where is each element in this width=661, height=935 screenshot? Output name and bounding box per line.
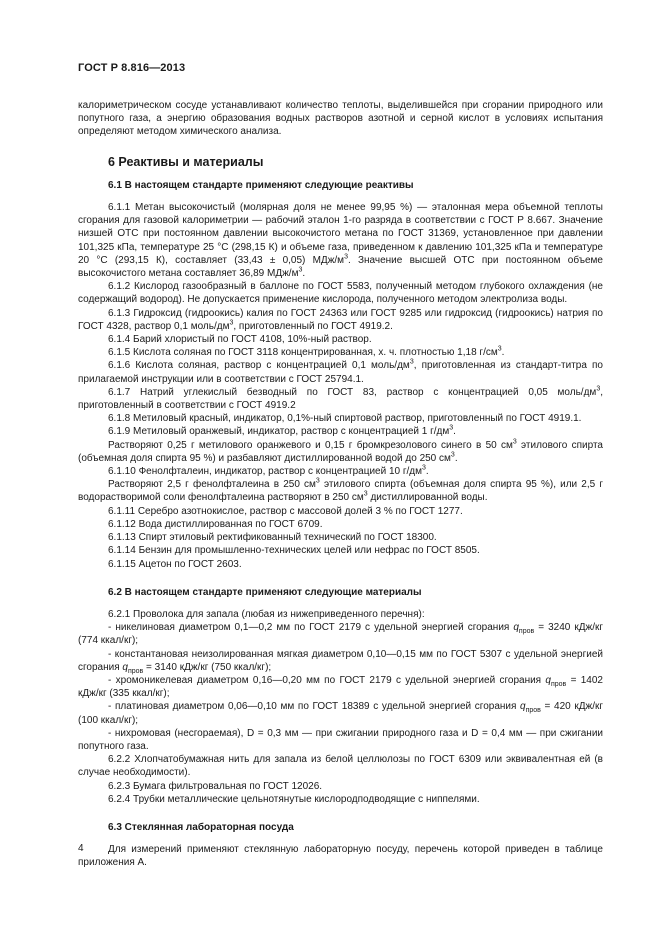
wire-nichrome: - нихромовая (несгораемая), D = 0,3 мм — при сжигании природного газа и D = 0,4 мм — при сжигании попутного газа. bbox=[78, 727, 603, 752]
item-6-1-12: 6.1.12 Вода дистиллированная по ГОСТ 6709. bbox=[108, 518, 323, 530]
item-6-1-3: 6.1.3 Гидроксид (гидроокись) калия по ГОСТ 24363 или ГОСТ 9285 или гидроксид (гидроокись) натрия по ГОСТ 4328, раствор 0,1 моль/$дм^3$, приготовленный по ГОСТ 4919.2. bbox=[78, 307, 603, 332]
item-6-2-1: 6.2.1 Проволока для запала (любая из нижеприведенного перечня): bbox=[108, 608, 425, 620]
item-6-2-3: 6.2.3 Бумага фильтровальная по ГОСТ 12026. bbox=[108, 780, 323, 792]
item-6-1-15: 6.1.15 Ацетон по ГОСТ 2603. bbox=[108, 558, 242, 570]
item-6-1-11: 6.1.11 Серебро азотнокислое, раствор с массовой долей 3 % по ГОСТ 1277. bbox=[108, 505, 463, 517]
item-6-1-13: 6.1.13 Спирт этиловый ректификованный технический по ГОСТ 18300. bbox=[108, 532, 437, 544]
section-6-title: 6 Реактивы и материалы bbox=[108, 154, 264, 169]
subsection-6-3-heading: 6.3 Стеклянная лабораторная посуда bbox=[108, 821, 294, 833]
wire-constantan: - константановая неизолированная мягкая диаметром 0,10—0,15 мм по ГОСТ 5307 с удельной энергией сгорания $q_{пров} = 3140$ кДж/кг (750 ккал/кг); bbox=[78, 648, 603, 675]
item-6-1-2: 6.1.2 Кислород газообразный в баллоне по ГОСТ 5583, полученный методом глубокого охлаждения (не содержащий водород). Не допускается применение кислорода, полученного методом электролиза воды. bbox=[78, 281, 603, 306]
intro-paragraph: калориметрическом сосуде устанавливают количество теплоты, выделившейся при сгорании природного или попутного газа, а энергию образования водных растворов азотной и серной кислот в условиях испытания определяют методом химического анализа. bbox=[78, 100, 603, 138]
item-6-1-5: 6.1.5 Кислота соляная по ГОСТ 3118 концентрированная, х. ч. плотностью 1,18 $г/см^3$. bbox=[108, 345, 505, 359]
item-6-2-4: 6.2.4 Трубки металлические цельнотянутые кислородподводящие с ниппелями. bbox=[108, 793, 480, 805]
wire-platinum: - платиновая диаметром 0,06—0,10 мм по ГОСТ 18389 с удельной энергией сгорания $q_{пров} = 420$ кДж/кг (100 ккал/кг); bbox=[78, 701, 604, 726]
item-6-1-14: 6.1.14 Бензин для промышленно-технических целей или нефрас по ГОСТ 8505. bbox=[108, 545, 480, 557]
item-6-1-10-preparation: Растворяют 2,5 г фенолфталеина в 250 $см^3$ этилового спирта (объемная доля спирта 95 %), или 2,5 г водорастворимой соли фенолфталеина растворяют в 250 $см^3$ дистиллированной воды. bbox=[78, 477, 603, 504]
item-6-1-8: 6.1.8 Метиловый красный, индикатор, 0,1%-ный спиртовой раствор, приготовленный по ГОСТ 4919.1. bbox=[108, 413, 582, 425]
item-6-3-text: Для измерений применяют стеклянную лабораторную посуду, перечень которой приведен в таблице приложения А. bbox=[78, 844, 603, 869]
item-6-1-1: 6.1.1 Метан высокочистый (молярная доля не менее 99,95 %) — эталонная мера объемной теплоты сгорания для газовой калориметрии — рабочий эталон 1-го разряда в соответствии с ГОСТ Р 8.667. Значение низшей ОТС при постоянном давлении высокочистого метана по ГОСТ 31369, установленное при давлении 101,325 кПа, температуре 25 °С (298,15 К) и объеме газа, приведенном к давлению 101,325 кПа и температуре 20 °С (293,15 К), составляет (33,43 ± 0,05) МДж/$м^3$. Значение высшей ОТС при постоянном объеме высокочистого метана составляет 36,89 МДж/$м^3$. bbox=[78, 202, 603, 280]
item-6-1-9: 6.1.9 Метиловый оранжевый, индикатор, раствор с концентрацией 1 $г/дм^3$. bbox=[108, 425, 456, 438]
subsection-6-1-heading: 6.1 В настоящем стандарте применяют следующие реактивы bbox=[108, 179, 414, 191]
wire-chromonickel: - хромоникелевая диаметром 0,16—0,20 мм по ГОСТ 2179 с удельной энергией сгорания $q_{пров} = 1402$ кДж/кг (335 ккал/кг); bbox=[78, 674, 603, 700]
subsection-6-2-heading: 6.2 В настоящем стандарте применяют следующие материалы bbox=[108, 586, 422, 598]
item-6-1-10: 6.1.10 Фенолфталеин, индикатор, раствор с концентрацией 10 $г/дм^3$. bbox=[108, 464, 429, 478]
document-code-header: ГОСТ Р 8.816—2013 bbox=[78, 62, 186, 74]
wire-nickeline: - никелиновая диаметром 0,1—0,2 мм по ГОСТ 2179 с удельной энергией сгорания $q_{пров} = 3240$ кДж/кг (774 ккал/кг); bbox=[78, 622, 603, 647]
page-number: 4 bbox=[78, 843, 84, 854]
item-6-1-6: 6.1.6 Кислота соляная, раствор с концентрацией 0,1 моль/$дм^3$, приготовленная из стандарт-титра по прилагаемой инструкции или в соответствии с ГОСТ 25794.1. bbox=[78, 359, 603, 385]
item-6-2-2: 6.2.2 Хлопчатобумажная нить для запала из белой целлюлозы по ГОСТ 6309 или эквивалентная ей (в случае необходимости). bbox=[78, 754, 603, 779]
item-6-1-7: 6.1.7 Натрий углекислый безводный по ГОСТ 83, раствор с концентрацией 0,05 моль/$дм^3$, приготовленный в соответствии с ГОСТ 4919.2 bbox=[78, 385, 603, 412]
item-6-1-9-preparation: Растворяют 0,25 г метилового оранжевого и 0,15 г бромкрезолового синего в 50 $см^3$ этилового спирта (объемная доля спирта 95 %) и разбавляют дистиллированной водой до 250 $см^3$. bbox=[78, 438, 603, 464]
item-6-1-4: 6.1.4 Барий хлористый по ГОСТ 4108, 10%-ный раствор. bbox=[108, 334, 372, 346]
page-content bbox=[78, 99, 603, 870]
